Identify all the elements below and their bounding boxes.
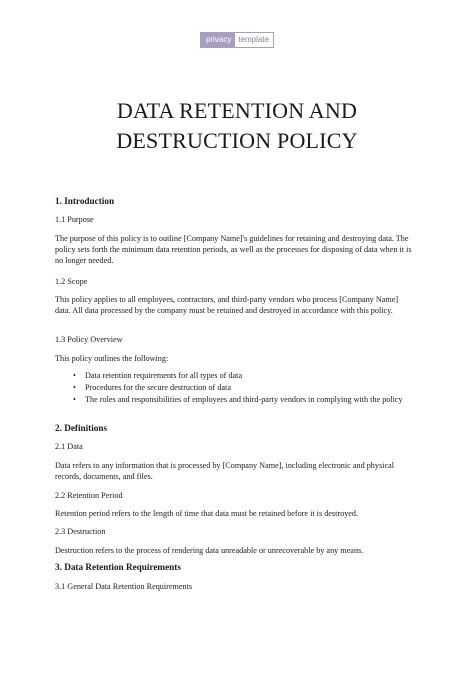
- paragraph-purpose: The purpose of this policy is to outline [Company Name]'s guidelines for retaining and destroying data. The policy sets forth the minimum data retention periods, as well as the processes for disposing of data when it is no longer needed.: [55, 234, 412, 265]
- paragraph-retention-period: Retention period refers to the length of time that data must be retained before it is destroyed.: [55, 509, 359, 518]
- subsection-heading-general-retention: 3.1 General Data Retention Requirements: [55, 582, 193, 591]
- title-line-2: DESTRUCTION POLICY: [116, 128, 358, 153]
- paragraph-scope: This policy applies to all employees, contractors, and third-party vendors who process [Company Name] data. All data processed by the company must be retained and destroyed in accordance with this policy.: [55, 295, 399, 315]
- subsection-heading-scope: 1.2 Scope: [55, 277, 88, 286]
- document-title: [0, 96, 474, 156]
- subsection-heading-purpose: 1.1 Purpose: [55, 215, 94, 224]
- bullet-marker: •: [73, 371, 76, 380]
- subsection-heading-policy-overview: 1.3 Policy Overview: [55, 335, 123, 344]
- subsection-heading-data: 2.1 Data: [55, 442, 83, 451]
- title-line-1: DATA RETENTION AND: [116, 98, 358, 123]
- brand-logo: [200, 32, 274, 48]
- logo-word-left: privacy: [200, 32, 235, 48]
- list-item: Procedures for the secure destruction of data: [85, 383, 231, 392]
- section-heading-introduction: 1. Introduction: [55, 196, 115, 206]
- subsection-heading-retention-period: 2.2 Retention Period: [55, 491, 123, 500]
- section-heading-data-retention-requirements: 3. Data Retention Requirements: [55, 562, 181, 572]
- paragraph-policy-overview: This policy outlines the following:: [55, 354, 169, 363]
- bullet-marker: •: [73, 395, 76, 404]
- bullet-marker: •: [73, 383, 76, 392]
- paragraph-data: Data refers to any information that is processed by [Company Name], including electronic and physical records, documents, and files.: [55, 461, 394, 481]
- paragraph-destruction: Destruction refers to the process of rendering data unreadable or unrecoverable by any means.: [55, 546, 364, 555]
- section-heading-definitions: 2. Definitions: [55, 423, 108, 433]
- logo-word-right: template: [235, 32, 274, 48]
- subsection-heading-destruction: 2.3 Destruction: [55, 527, 106, 536]
- list-item: The roles and responsibilities of employees and third-party vendors in complying with the policy: [85, 395, 403, 404]
- list-item: Data retention requirements for all types of data: [85, 371, 243, 380]
